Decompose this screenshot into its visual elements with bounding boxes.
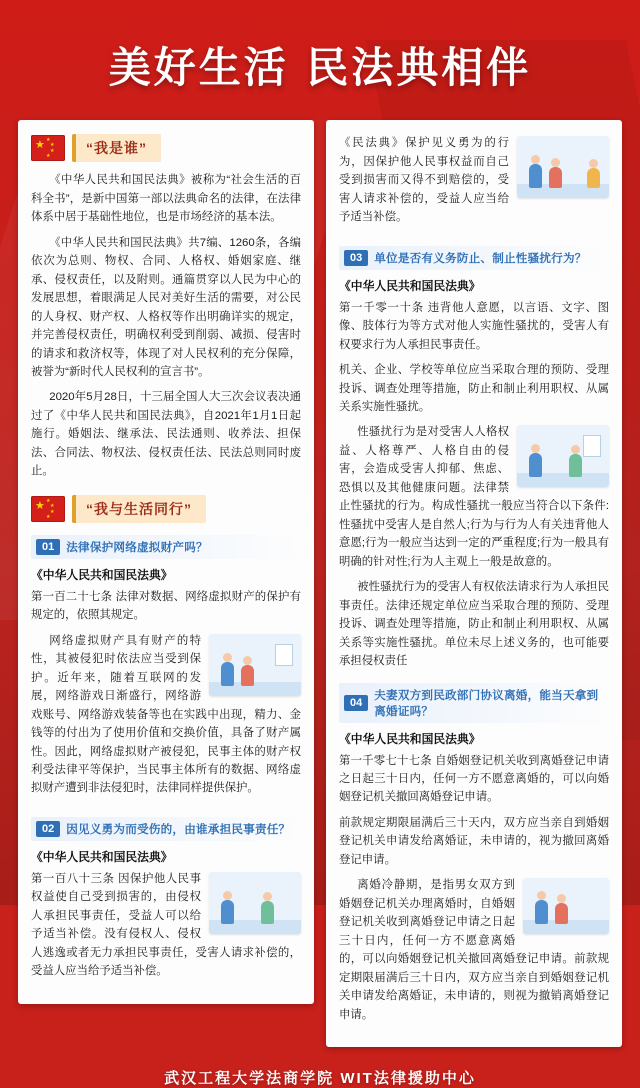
section-banner-who-am-i — [31, 134, 301, 162]
title-area — [0, 0, 640, 92]
law-title: 《中华人民共和国民法典》 — [339, 731, 481, 746]
section-banner-life-companion — [31, 495, 301, 523]
explanation: 被性骚扰行为的受害人有权依法请求行为人承担民事责任。法律还规定单位应当采取合理的预防、受理投诉、调查处理等措施，防止和制止利用职权、从属关系等实施性骚扰。单位未尽上述义务的，也可能要承担侵权责任 — [339, 581, 609, 668]
law-clause: 第一千零七十七条 自婚姻登记机关收到离婚登记申请之日起三十日内，任何一方不愿意离婚的，可以向婚姻登记机关撤回离婚登记申请。 — [339, 754, 609, 804]
star-icon: ★ — [46, 497, 51, 504]
page-title: 美好生活 民法典相伴 — [108, 43, 532, 92]
person-figure-icon — [549, 167, 562, 188]
question-text: 因见义勇为而受伤的，由谁承担民事责任？ — [66, 822, 291, 836]
star-icon: ★ — [35, 139, 45, 152]
national-emblem-icon — [31, 496, 65, 522]
star-icon: ★ — [50, 502, 55, 509]
person-figure-icon — [221, 900, 234, 924]
law-clause: 第一百八十三条 因保护他人民事权益使自己受到损害的，由侵权人承担民事责任，受益人可以给予适当补偿。没有侵权人、侵权人逃逸或者无力承担民事责任，受害人请求补偿的，受益人应当给予适当补偿。 — [31, 872, 301, 978]
law-clause: 第一百二十七条 法律对数据、网络虚拟财产的保护有规定的，依照其规定。 — [31, 590, 301, 622]
paragraph: 《中华人民共和国民法典》被称为“社会生活的百科全书”，是新中国第一部以法典命名的法律，在法律体系中居于基础性地位，也是市场经济的基本法。 — [31, 174, 301, 224]
law-title: 《中华人民共和国民法典》 — [31, 849, 173, 864]
document-icon — [583, 435, 601, 457]
question-text: 单位是否有义务防止、制止性骚扰行为？ — [374, 251, 587, 265]
illustration-divorce-registration — [523, 878, 609, 934]
explanation: 离婚冷静期，是指男女双方到婚姻登记机关办理离婚时，自婚姻登记机关收到离婚登记申请之日起三十日内，任何一方不愿意离婚的，可以向婚姻登记机关撤回离婚登记申请。前款规定期限届满后三十日内，双方应当亲自到婚姻登记机关申请发给离婚证，未申请的，则视为撤销离婚登记申请。 — [339, 879, 609, 1021]
law-clause: 第一千零一十条 违背他人意愿，以言语、文字、图像、肢体行为等方式对他人实施性骚扰的，受害人有权要求行为人承担民事责任。 — [339, 301, 609, 351]
columns-container — [18, 120, 622, 1047]
star-icon: ★ — [46, 513, 51, 520]
left-column — [18, 120, 314, 1003]
question-bar-01 — [31, 535, 301, 559]
right-column — [326, 120, 622, 1047]
star-icon: ★ — [50, 142, 55, 149]
question-bar-02 — [31, 817, 301, 841]
illustration-good-samaritan — [209, 872, 301, 934]
question-bar-03 — [339, 246, 609, 270]
star-icon: ★ — [50, 148, 55, 155]
law-clause: 机关、企业、学校等单位应当采取合理的预防、受理投诉、调查处理等措施，防止和制止利用职权、从属关系实施性骚扰。 — [339, 364, 609, 413]
person-figure-icon — [535, 900, 548, 924]
illustration-network-property — [209, 634, 301, 696]
illustration-rescue — [517, 136, 609, 198]
star-icon: ★ — [50, 508, 55, 515]
person-figure-icon — [529, 453, 542, 477]
person-figure-icon — [587, 168, 600, 188]
section-title-life-companion: “我与生活同行” — [72, 495, 206, 523]
question-bar-04 — [339, 683, 609, 723]
star-icon: ★ — [35, 499, 45, 512]
person-figure-icon — [569, 454, 582, 477]
section-title-who-am-i: “我是谁” — [72, 134, 161, 162]
law-clause: 前款规定期限届满后三十天内，双方应当亲自到婚姻登记机关申请发给离婚证，未申请的，视为撤回离婚登记申请。 — [339, 816, 609, 866]
intro-paragraph: 《民法典》保护见义勇为的行为，因保护他人民事权益而自己受到损害而又得不到赔偿的，受害人请求补偿的，受益人应当给予适当补偿。 — [339, 137, 509, 224]
explanation: 性骚扰行为是对受害人人格权益、人格尊严、人格自由的侵害，会造成受害人抑郁、焦虑、恐惧以及其他健康问题。法律禁止性骚扰的行为。构成性骚扰一般应当符合以下条件:性骚扰中受害人是自然人;行为与行为人有关违背他人意愿;行为一般应当达到一定的严重程度;行为一般具有明确的针对性;行为人主观上一般是故意的。 — [339, 426, 609, 568]
question-number: 04 — [344, 695, 368, 711]
star-icon: ★ — [46, 137, 51, 144]
person-figure-icon — [261, 901, 274, 924]
national-emblem-icon — [31, 135, 65, 161]
question-number: 01 — [36, 539, 60, 555]
question-text: 法律保护网络虚拟财产吗？ — [66, 540, 208, 554]
person-figure-icon — [241, 665, 254, 686]
paragraph: 2020年5月28日，十三届全国人大三次会议表决通过了《中华人民共和国民法典》，自2021年1月1日起施行。婚姻法、继承法、民法通则、收养法、担保法、合同法、物权法、侵权责任法、民法总则同时废止。 — [31, 391, 301, 478]
question-number: 02 — [36, 821, 60, 837]
explanation: 网络虚拟财产具有财产的特性，其被侵犯时依法应当受到保护。近年来，随着互联网的发展，网络游戏日渐盛行，网络游戏账号、网络游戏装备等也在实践中出现，精力、金钱等的付出为了使用价值和交换价值，具备了财产属性。因此，网络虚拟财产被侵犯，民事主体的财产权利受法律平等保护，当民事主体所有的数据、网络虚拟财产遭到非法侵犯时，法律同样提供保护。 — [31, 634, 301, 795]
person-figure-icon — [221, 662, 234, 686]
person-figure-icon — [555, 903, 568, 924]
law-title: 《中华人民共和国民法典》 — [339, 278, 481, 293]
footer-organization: 武汉工程大学法商学院 WIT法律援助中心 — [164, 1070, 476, 1088]
paragraph: 《中华人民共和国民法典》共7编、1260条，各编依次为总则、物权、合同、人格权、婚姻家庭、继承、侵权责任，以及附则。通篇贯穿以人民为中心的发展思想，着眼满足人民对美好生活的需要，对公民的人身权、财产权、人格权等作出明确详实的规定，并完善侵权责任，明确权利受到削弱、减损、侵害时的请求和救济权等，体现了对人民权利的充分保障，被誉为“新时代人民权利的宣言书”。 — [31, 236, 301, 378]
person-figure-icon — [529, 164, 542, 188]
illustration-workplace — [517, 425, 609, 487]
question-text: 夫妻双方到民政部门协议离婚，能当天拿到离婚证吗？ — [374, 688, 599, 718]
law-title: 《中华人民共和国民法典》 — [31, 567, 173, 582]
document-icon — [275, 644, 293, 666]
star-icon: ★ — [46, 153, 51, 160]
question-number: 03 — [344, 250, 368, 266]
